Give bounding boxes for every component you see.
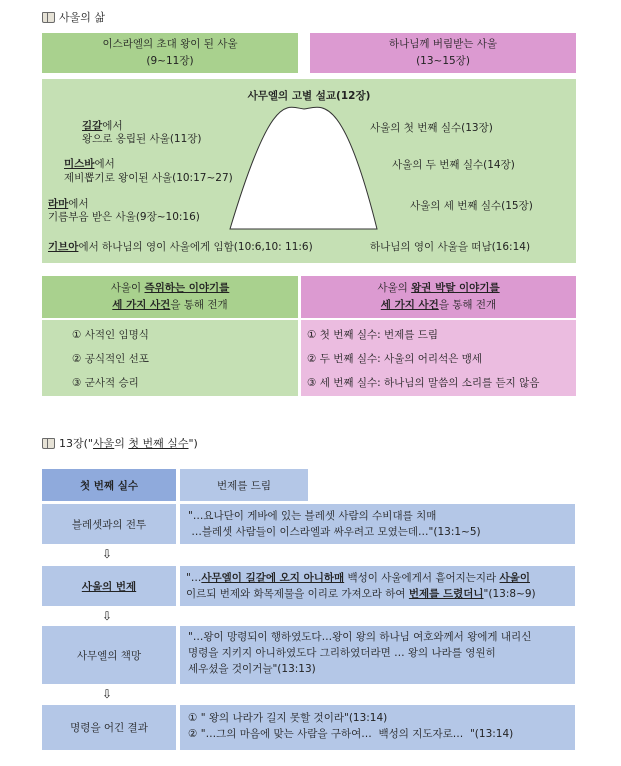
summary-emph: 즉위하는 이야기를 xyxy=(144,282,230,294)
table-header-mistake: 첫 번째 실수 xyxy=(42,469,176,501)
row-text: "… xyxy=(186,572,202,584)
event-ramah-desc: 기름부음 받은 사울(9장~10:16) xyxy=(48,211,200,223)
down-arrow-icon: ⇩ xyxy=(102,687,113,701)
row-line: "…요나단이 게바에 있는 블레셋 사람의 수비대를 치매 xyxy=(188,510,437,522)
section-title-first-mistake xyxy=(59,435,198,451)
row-line: …블레셋 사람들이 이스라엘과 싸우려고 모였는데…"(13:1~5) xyxy=(188,526,481,538)
title-underlined: 사울 xyxy=(92,437,115,450)
event-gibeah-desc: 에서 하나님의 영이 사울에게 임함(10:6,10: 11:6) xyxy=(78,241,313,253)
book-icon xyxy=(42,438,55,448)
row-text: "(13:8~9) xyxy=(483,588,536,600)
place-mizpah: 미스바 xyxy=(64,158,95,170)
header-first-king xyxy=(42,33,298,73)
table-header-offering: 번제를 드림 xyxy=(180,469,308,501)
right-event-2: 사울의 두 번째 실수(14장) xyxy=(392,159,515,171)
row-label-offering xyxy=(42,566,176,606)
header-first-king-title: 이스라엘의 초대 왕이 된 사울 xyxy=(102,38,238,50)
place-suffix: 에서 xyxy=(68,198,89,210)
place-suffix: 에서 xyxy=(102,120,123,132)
row-content-offering xyxy=(180,566,575,606)
diagram-title: 사무엘의 고별 설교(12장) xyxy=(247,90,371,102)
row-emph: 사울이 xyxy=(499,572,530,584)
place-gilgal: 길갈 xyxy=(82,120,103,132)
right-event-1: 사울의 첫 번째 실수(13장) xyxy=(370,122,493,134)
row-line: ② "…그의 마음에 맞는 사람을 구하여… 백성의 지도자로… "(13:14) xyxy=(188,728,514,740)
title-underlined: 첫 번째 실수 xyxy=(128,437,189,450)
right-event-3: 사울의 세 번째 실수(15장) xyxy=(410,200,533,212)
summary-text: 을 통해 전개 xyxy=(438,299,497,311)
summary-enthronement-header xyxy=(42,276,298,318)
row-line: "…왕이 망령되이 행하였도다…왕이 왕의 하나님 여호와께서 왕에게 내리신 xyxy=(188,631,532,643)
place-gibeah: 기브아 xyxy=(48,241,79,253)
summary-text: 사울이 xyxy=(110,282,145,294)
event-gilgal-desc: 왕으로 옹립된 사울(11장) xyxy=(82,133,202,145)
event-gilgal xyxy=(82,120,202,146)
place-ramah: 라마 xyxy=(48,198,69,210)
row-text: 백성이 사울에게서 흩어지는지라 xyxy=(344,572,500,584)
header-rejected-chapters: (13~15장) xyxy=(416,55,470,67)
summary-removal-header xyxy=(301,276,576,318)
list-item: ① 첫 번째 실수: 번제를 드림 xyxy=(307,329,439,341)
summary-emph: 세 가지 사건 xyxy=(380,299,439,311)
book-icon xyxy=(42,12,55,22)
row-content-battle xyxy=(180,504,575,544)
row-content-consequence xyxy=(180,705,575,750)
list-item: ① 사적인 임명식 xyxy=(72,329,149,341)
title-text: ") xyxy=(188,437,198,450)
header-first-king-chapters: (9~11장) xyxy=(146,55,194,67)
down-arrow-icon: ⇩ xyxy=(102,547,113,561)
row-line: 명령을 지키지 아니하였도다 그리하였더라면 … 왕의 나라를 영원히 xyxy=(188,647,496,659)
row-emph: 사무엘이 길갈에 오지 아니하매 xyxy=(201,572,345,584)
row-text: 이르되 번제와 화목제물을 이리로 가져오라 하여 xyxy=(186,588,409,600)
title-text: 13장(" xyxy=(59,437,93,450)
removal-list xyxy=(301,320,576,396)
header-rejected xyxy=(310,33,576,73)
row-emph: 번제를 드렸더니 xyxy=(408,588,484,600)
summary-text: 사울의 xyxy=(377,282,412,294)
enthronement-list xyxy=(42,320,298,396)
header-rejected-title: 하나님께 버림받는 사울 xyxy=(388,38,498,50)
spirit-departs: 하나님의 영이 사울을 떠남(16:14) xyxy=(370,241,531,253)
row-label-battle: 블레셋과의 전투 xyxy=(42,504,176,544)
row-label-consequence: 명령을 어긴 결과 xyxy=(42,705,176,750)
title-text: 의 xyxy=(114,437,129,450)
section-title-saul-life: 사울의 삶 xyxy=(59,11,106,24)
down-arrow-icon: ⇩ xyxy=(102,609,113,623)
list-item: ② 공식적인 선포 xyxy=(72,353,149,365)
row-label-rebuke: 사무엘의 책망 xyxy=(42,626,176,684)
summary-emph: 왕권 박탈 이야기를 xyxy=(411,282,500,294)
event-gibeah xyxy=(48,239,313,254)
list-item: ② 두 번째 실수: 사울의 어리석은 맹세 xyxy=(307,353,482,365)
list-item: ③ 세 번째 실수: 하나님의 말씀의 소리를 듣지 않음 xyxy=(307,377,540,389)
event-ramah xyxy=(48,198,200,224)
row-line: 세우셨을 것이거늘"(13:13) xyxy=(188,663,316,675)
event-mizpah-desc: 제비뽑기로 왕이된 사울(10:17~27) xyxy=(64,172,233,184)
row-line: ① " 왕의 나라가 길지 못할 것이라"(13:14) xyxy=(188,712,388,724)
summary-text: 을 통해 전개 xyxy=(170,299,228,311)
row-label-text: 사울의 번제 xyxy=(81,580,137,593)
list-item: ③ 군사적 승리 xyxy=(72,377,139,389)
event-mizpah xyxy=(64,157,233,185)
row-content-rebuke xyxy=(180,626,575,684)
summary-emph: 세 가지 사건 xyxy=(112,299,171,311)
mountain-diagram xyxy=(42,79,576,263)
place-suffix: 에서 xyxy=(94,158,115,170)
